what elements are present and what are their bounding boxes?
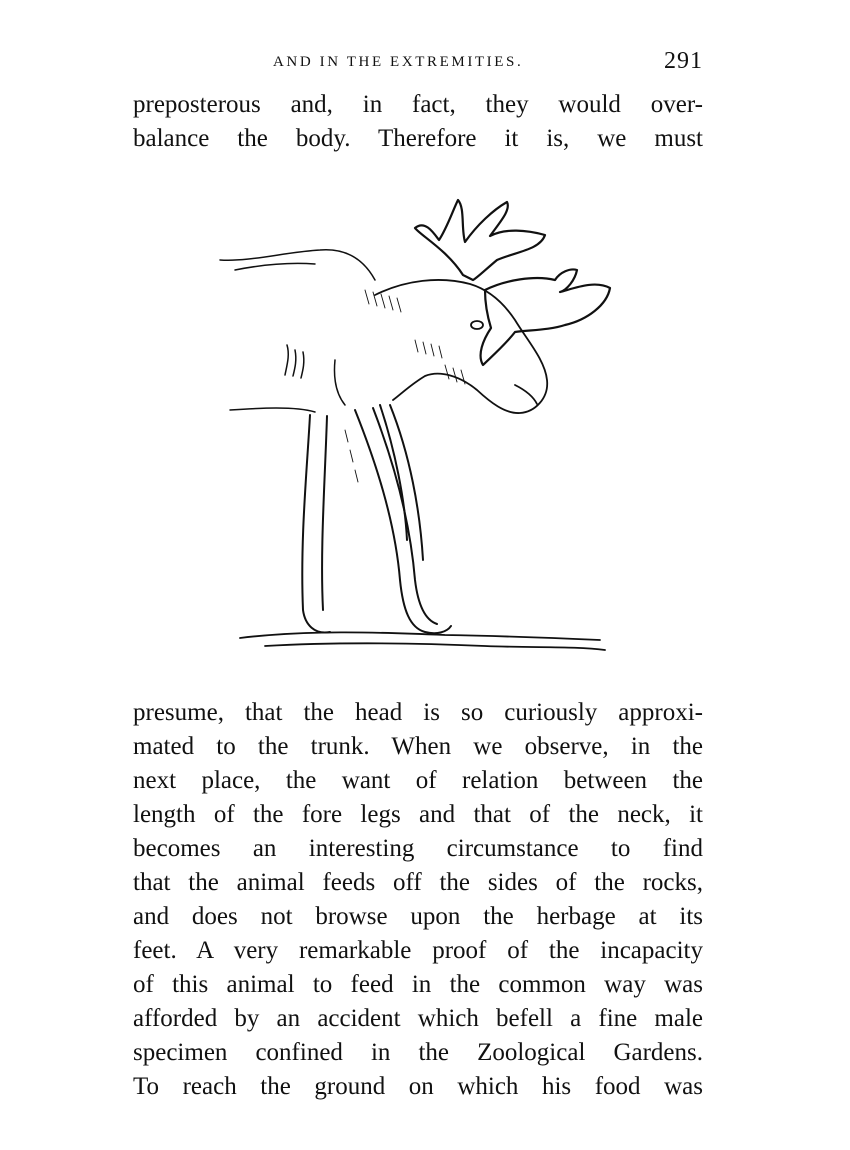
text-line: specimen confined in the Zoological Gardens. (133, 1039, 703, 1066)
text-line: next place, the want of relation between the (133, 767, 703, 794)
hair-shading (345, 290, 465, 482)
text-line: length of the fore legs and that of the neck, it (133, 801, 703, 828)
text-line: preposterous and, in fact, they would over- (133, 91, 703, 118)
text-line: of this animal to feed in the common way was (133, 971, 703, 998)
running-title: AND IN THE EXTREMITIES. (273, 54, 524, 70)
ground-shape (240, 632, 605, 650)
head-neck-shape (375, 280, 547, 413)
body-shape (220, 250, 375, 412)
text-line: mated to the trunk. When we observe, in the (133, 733, 703, 760)
text-line: presume, that the head is so curiously approxi- (133, 699, 703, 726)
paragraph-bottom (133, 696, 703, 1104)
text-line: To reach the ground on which his food was (133, 1073, 703, 1100)
text-line: that the animal feeds off the sides of the rocks, (133, 869, 703, 896)
text-line: and does not browse upon the herbage at its (133, 903, 703, 930)
page-number: 291 (664, 48, 703, 74)
paragraph-top (133, 88, 703, 156)
text-line: afforded by an accident which befell a fine male (133, 1005, 703, 1032)
legs-shape (302, 405, 451, 633)
text-line: balance the body. Therefore it is, we must (133, 125, 703, 152)
running-head (133, 48, 705, 76)
moose-illustration (215, 180, 625, 660)
antler-shape (415, 200, 610, 365)
text-line: becomes an interesting circumstance to find (133, 835, 703, 862)
text-line: feet. A very remarkable proof of the incapacity (133, 937, 703, 964)
